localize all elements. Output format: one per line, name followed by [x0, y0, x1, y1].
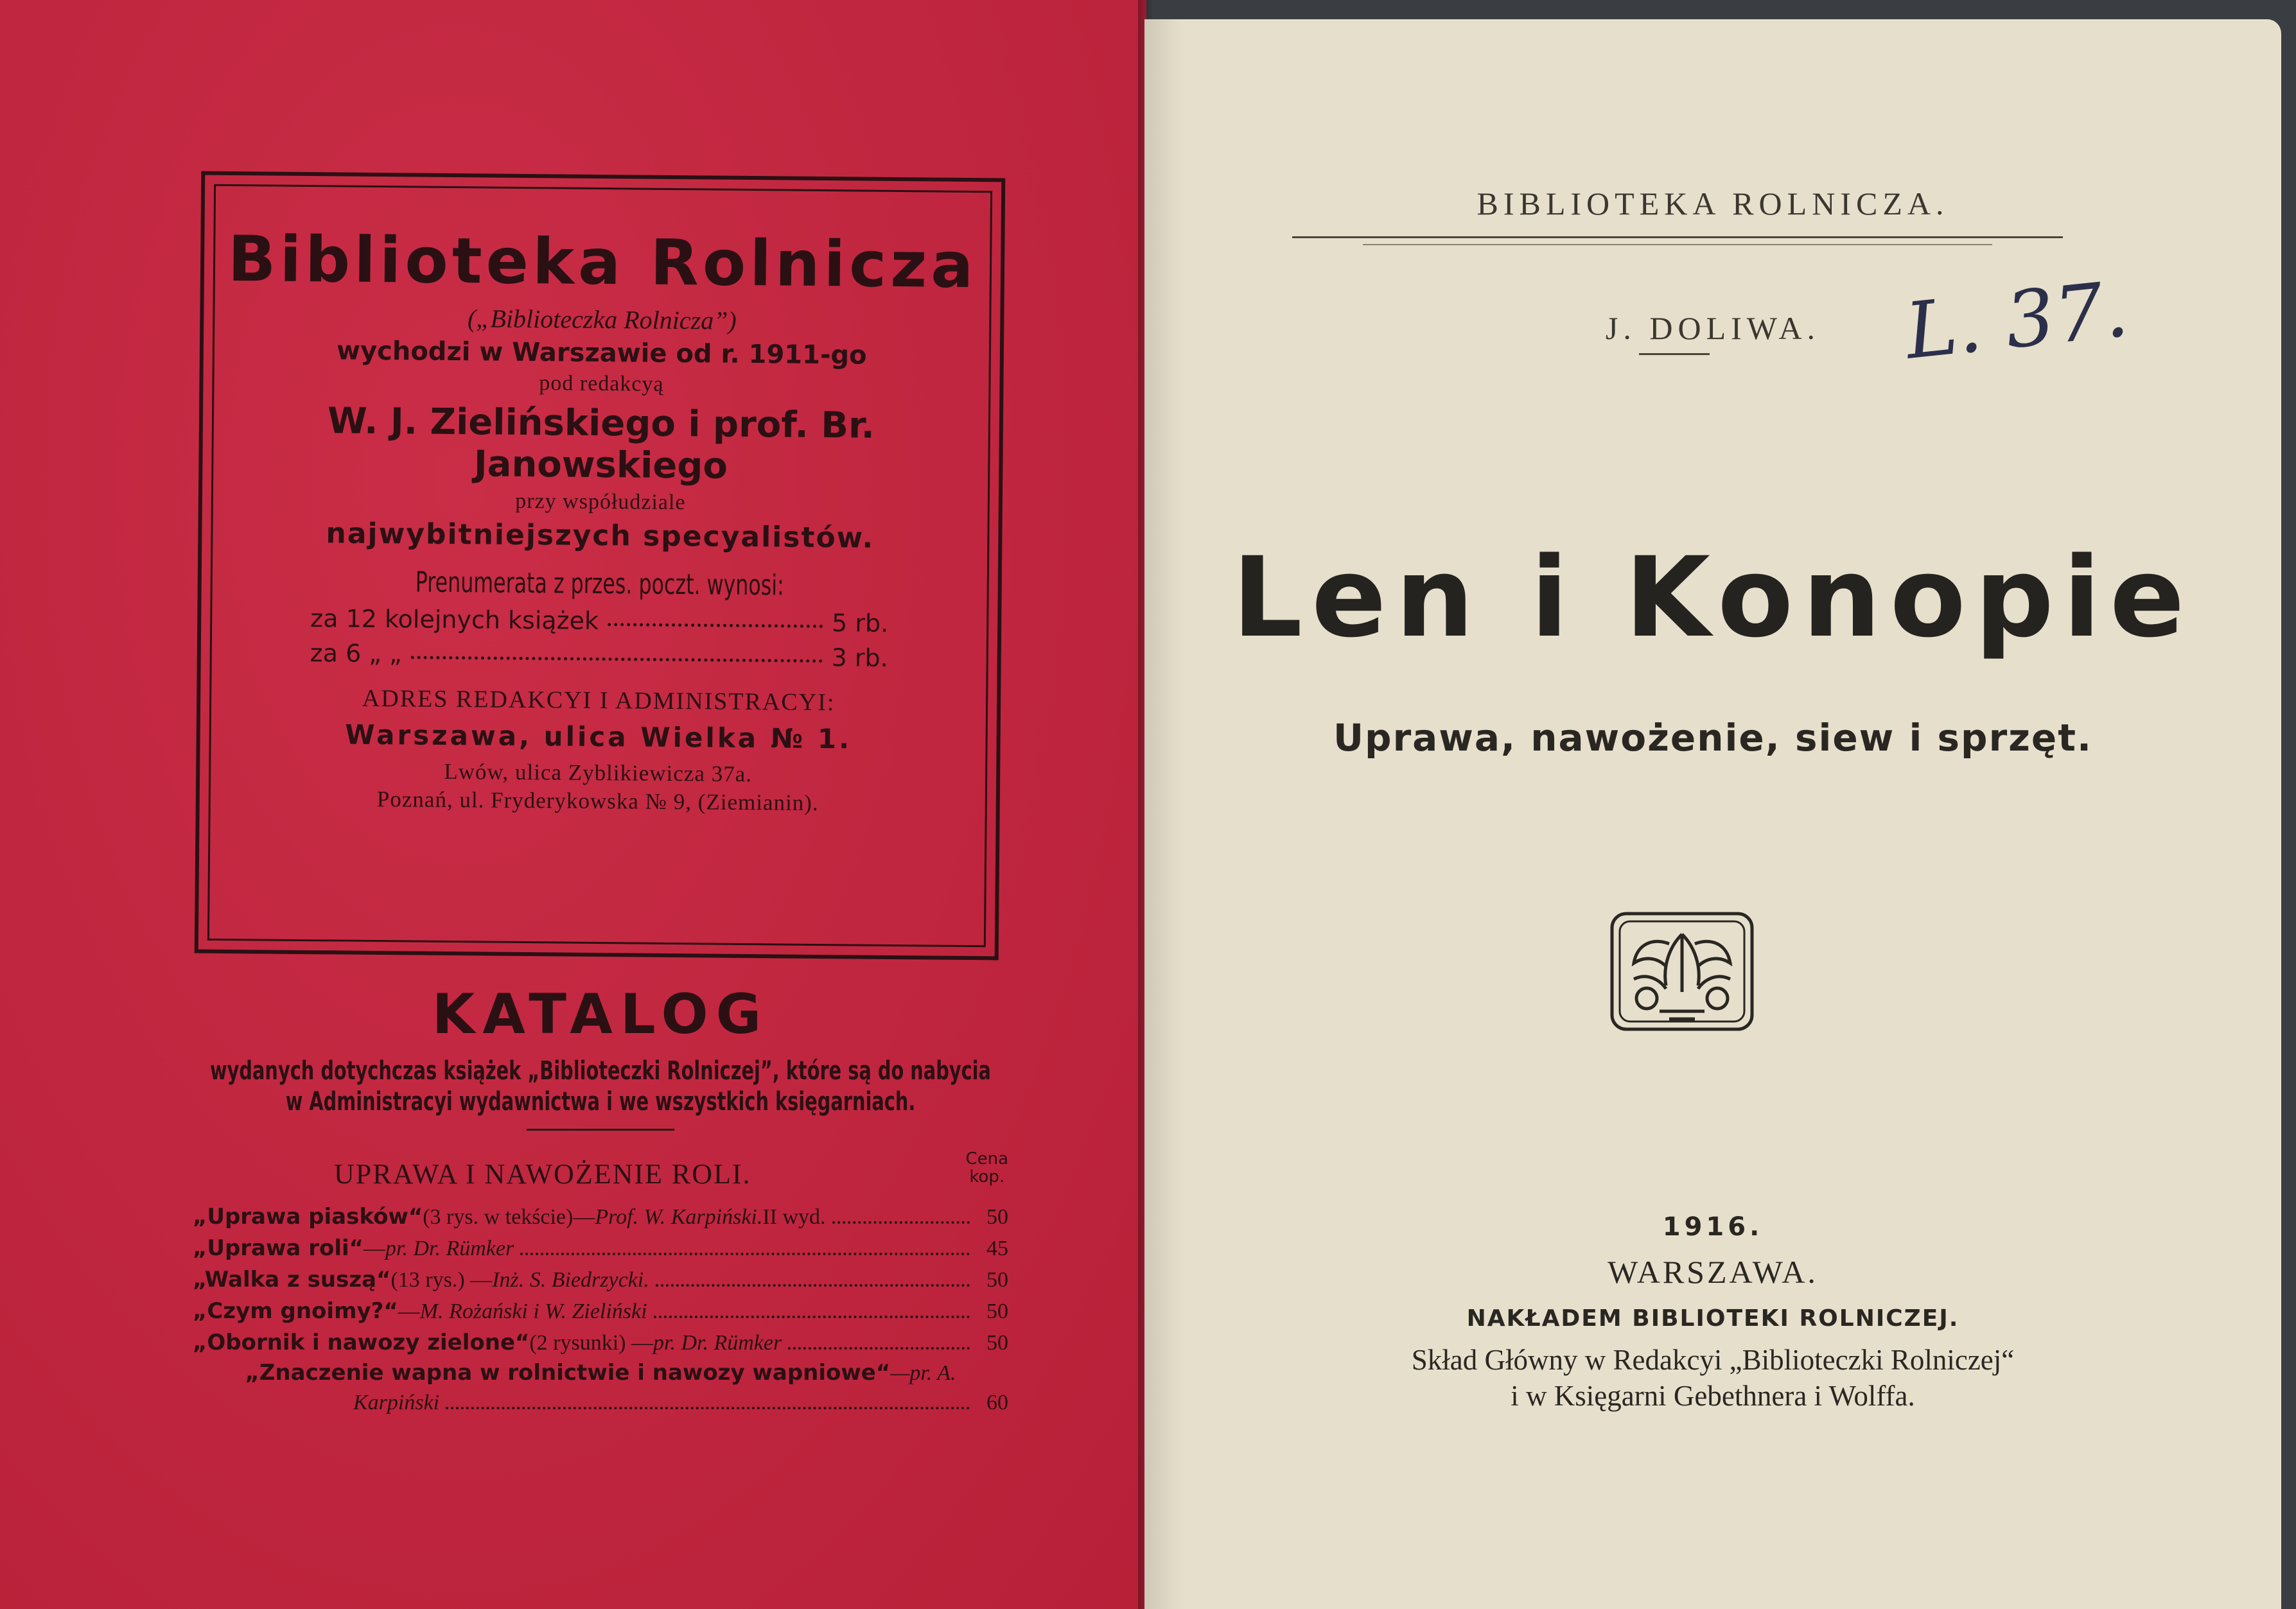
catalog-item-author: Karpiński: [353, 1391, 440, 1414]
catalog-item: [193, 1327, 1008, 1359]
catalog-item-title: „Uprawa roli“: [193, 1235, 364, 1261]
advert-collaboration: przy współudziale: [515, 489, 686, 514]
catalog-item-price: 60: [986, 1391, 1008, 1414]
advert-editors: W. J. Zielińskiego i prof. Br. Janowskiego: [327, 400, 875, 487]
catalog-item-author: pr. Dr. Rümker: [653, 1331, 782, 1355]
price-label: za 6 „ „: [310, 638, 403, 668]
series-rule: [1292, 236, 2063, 238]
left-page: [0, 0, 1146, 1609]
store-line: i w Księgarni Gebethnera i Wolffa.: [1511, 1380, 1915, 1412]
dot-leader: [608, 607, 823, 628]
address-lwow: Lwów, ulica Zyblikiewicza 37a.: [444, 758, 753, 787]
catalog-item: [193, 1359, 1008, 1387]
ornament-icon: [1608, 909, 1756, 1037]
catalog-item-continuation: [193, 1387, 1008, 1418]
price-label: za 12 kolejnych książek: [310, 604, 599, 635]
catalog-item-extra: —: [363, 1237, 385, 1260]
price-column-header: [965, 1150, 1008, 1186]
address-poznan: Poznań, ul. Fryderykowska № 9, (Ziemianin).: [376, 786, 819, 815]
store-info: [1144, 1342, 2281, 1414]
advert-frame: [195, 171, 1006, 961]
dot-leader: [656, 1284, 970, 1287]
subscription-heading: Prenumerata z przes. poczt. wynosi:: [415, 566, 784, 602]
catalog-item-price: 50: [986, 1300, 1008, 1323]
price-row: [310, 604, 888, 638]
book-title: Len i Konopie: [1232, 533, 2194, 662]
address-main: Warszawa, ulica Wielka № 1.: [345, 718, 852, 755]
advert-specialists: najwybitniejszych specyalistów.: [326, 517, 875, 555]
advert-published: wychodzi w Warszawie od r. 1911-go: [336, 336, 867, 370]
catalog-item-title: „Walka z suszą“: [193, 1267, 391, 1292]
catalog-description-line: wydanych dotychczas książek „Biblioteczki Rolniczej”, które są do nabycia: [210, 1056, 991, 1086]
catalog-item-author: Inż. S. Biedrzycki.: [492, 1268, 649, 1292]
catalog-item-author: Prof. W. Karpiński.: [595, 1205, 763, 1229]
catalog-item-price: 50: [986, 1268, 1008, 1292]
catalog-item: [193, 1264, 1008, 1296]
catalog-item-edition: II wyd.: [762, 1205, 826, 1229]
catalog-section-header: [193, 1150, 1008, 1195]
advert-title: Biblioteka Rolnicza: [227, 222, 977, 303]
catalog-item-title: „Znaczenie wapna w rolnictwie i nawozy wapniowe“: [245, 1360, 891, 1386]
catalog-item-extra: (2 rysunki) —: [529, 1331, 653, 1355]
handwritten-note: L. 37.: [1901, 265, 2133, 377]
catalog-description-line: w Administracyi wydawnictwa i we wszystkich księgarniach.: [285, 1087, 916, 1117]
publication-city: WARSZAWA.: [1608, 1254, 1818, 1290]
dot-leader: [411, 639, 823, 663]
catalog-description: [207, 1056, 994, 1117]
catalog-item-extra: (3 rys. w tekście)—: [423, 1205, 595, 1229]
dot-leader: [654, 1316, 970, 1318]
dot-leader: [788, 1347, 970, 1350]
catalog-item-price: 45: [986, 1237, 1008, 1260]
series-rule-secondary: [1363, 244, 1992, 245]
advert-editorship: pod redakcyą: [539, 370, 664, 396]
catalog-item-author: M. Rożański i W. Zieliński: [419, 1300, 647, 1323]
catalog-section-title: UPRAWA I NAWOŻENIE ROLI.: [334, 1158, 751, 1190]
catalog-item: [193, 1296, 1008, 1327]
dot-leader: [832, 1221, 970, 1224]
catalog-item-title: „Obornik i nawozy zielone“: [193, 1330, 530, 1355]
catalog-item-author: pr. Dr. Rümker: [385, 1237, 514, 1260]
catalog-divider: [527, 1129, 674, 1131]
catalog-item: [193, 1201, 1008, 1233]
price-value: 3 rb.: [831, 643, 888, 672]
series-title: BIBLIOTEKA ROLNICZA.: [1477, 186, 1949, 222]
catalog-item-author: —pr. A.: [890, 1361, 956, 1385]
author-rule: [1639, 353, 1710, 355]
catalog-item: [193, 1233, 1008, 1264]
price-value: 5 rb.: [831, 608, 889, 638]
catalog-title: KATALOG: [432, 982, 769, 1047]
advert-content: [200, 175, 1002, 818]
book-author: J. DOLIWA.: [1605, 310, 1821, 346]
address-heading: ADRES REDAKCYI I ADMINISTRACYI:: [362, 684, 836, 717]
publication-year: 1916.: [1662, 1212, 1764, 1242]
catalog-item-extra: —: [398, 1300, 420, 1323]
store-line: Skład Główny w Redakcyi „Biblioteczki Rolniczej“: [1411, 1344, 2015, 1376]
catalog: [193, 982, 1008, 1418]
catalog-item-price: 50: [986, 1205, 1008, 1229]
dot-leader: [446, 1407, 970, 1409]
price-header-kop: kop.: [969, 1167, 1005, 1187]
dot-leader: [520, 1253, 970, 1255]
price-row: [310, 639, 888, 672]
advert-subtitle: („Biblioteczka Rolnicza”): [467, 303, 737, 335]
publisher: NAKŁADEM BIBLIOTEKI ROLNICZEJ.: [1466, 1305, 1959, 1332]
catalog-item-title: „Czym gnoimy?“: [193, 1298, 398, 1324]
catalog-item-title: „Uprawa piasków“: [193, 1204, 423, 1230]
catalog-item-price: 50: [986, 1331, 1008, 1355]
book-subtitle: Uprawa, nawożenie, siew i sprzęt.: [1333, 716, 2093, 760]
right-page: [1144, 19, 2281, 1609]
price-header-cena: Cena: [965, 1149, 1008, 1169]
catalog-list: [193, 1201, 1008, 1359]
catalog-item-extra: (13 rys.) —: [390, 1268, 493, 1292]
